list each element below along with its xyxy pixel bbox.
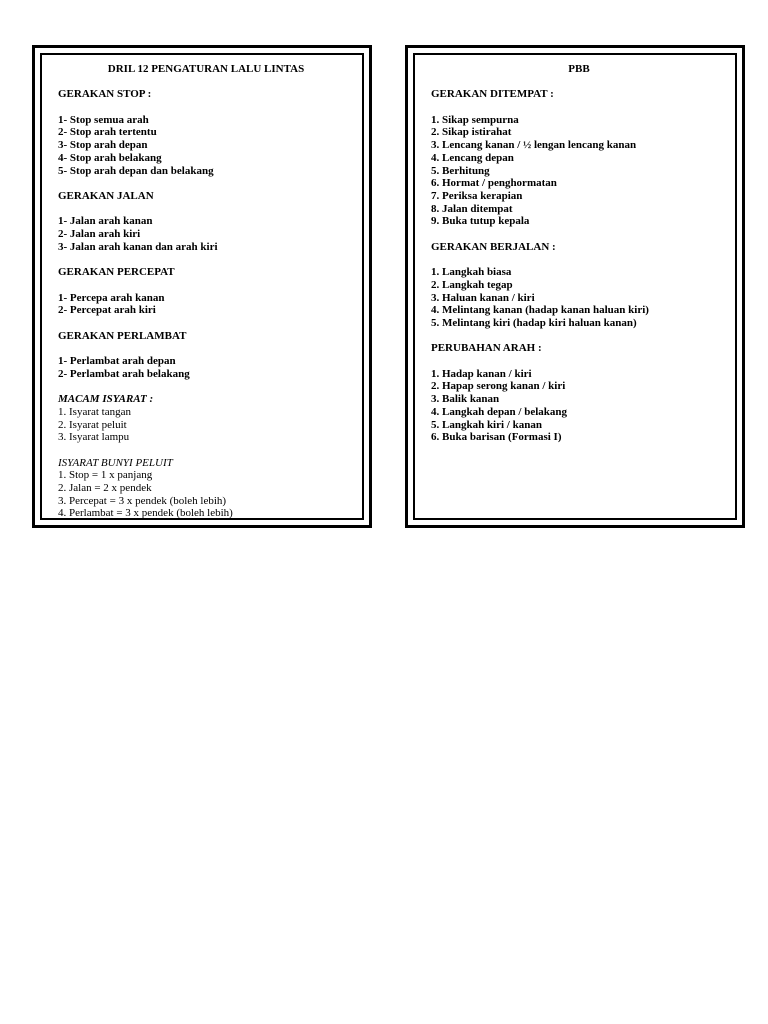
left-card-title: DRIL 12 PENGATURAN LALU LINTAS (107, 63, 305, 75)
list-item: 5- Stop arah depan dan belakang (58, 164, 214, 177)
list-item: 3. Percepat = 3 x pendek (boleh lebih) (58, 494, 227, 507)
list-item: 3. Lencang kanan / ½ lengan lencang kanan (431, 139, 637, 152)
list-item: 2. Sikap istirahat (431, 126, 512, 139)
list-item: 8. Jalan ditempat (431, 202, 513, 215)
list-item: 1. Hadap kanan / kiri (431, 367, 532, 380)
list-item: 6. Buka barisan (Formasi I) (431, 431, 562, 444)
left-card-content (58, 63, 354, 520)
list-item: 2- Stop arah tertentu (58, 126, 157, 139)
right-card-inner-border (413, 53, 737, 520)
list-item: 4. Perlambat = 3 x pendek (boleh lebih) (58, 507, 233, 520)
list-item: 1- Stop semua arah (58, 113, 149, 126)
list-item: 4- Stop arah belakang (58, 151, 162, 164)
list-item: 3. Haluan kanan / kiri (431, 291, 535, 304)
list-item: 2. Isyarat peluit (58, 418, 127, 431)
list-item: 2- Perlambat arah belakang (58, 367, 190, 380)
list-item: 1- Jalan arah kanan (58, 215, 153, 228)
list-item: 2- Jalan arah kiri (58, 228, 141, 241)
list-item: 3- Jalan arah kanan dan arah kiri (58, 240, 218, 253)
section-heading: GERAKAN PERLAMBAT (58, 329, 187, 342)
list-item: 1. Langkah biasa (431, 266, 512, 279)
section-heading: GERAKAN PERCEPAT (58, 266, 175, 279)
right-card-content (431, 63, 727, 444)
section-heading: GERAKAN BERJALAN : (431, 240, 556, 253)
list-item: 1. Isyarat tangan (58, 405, 131, 418)
list-item: 9. Buka tutup kepala (431, 215, 530, 228)
list-item: 2. Hapap serong kanan / kiri (431, 380, 566, 393)
right-card-title: PBB (568, 63, 590, 75)
list-item: 2. Jalan = 2 x pendek (58, 482, 152, 495)
list-item: 5. Langkah kiri / kanan (431, 418, 542, 431)
list-item: 1- Perlambat arah depan (58, 355, 176, 368)
list-item: 2. Langkah tegap (431, 278, 513, 291)
list-item: 7. Periksa kerapian (431, 190, 523, 202)
left-card (32, 45, 372, 528)
list-item: 2- Percepat arah kiri (58, 304, 156, 317)
section-heading: GERAKAN STOP : (58, 88, 152, 101)
left-card-inner-border (40, 53, 364, 520)
section-heading: PERUBAHAN ARAH : (431, 342, 542, 355)
isyarat-heading: MACAM ISYARAT : (58, 393, 154, 406)
list-item: 5. Berhitung (431, 164, 490, 177)
list-item: 3. Isyarat lampu (58, 431, 130, 444)
section-heading: GERAKAN JALAN (58, 189, 154, 202)
section-heading: GERAKAN DITEMPAT : (431, 88, 554, 101)
list-item: 4. Melintang kanan (hadap kanan haluan kiri) (431, 304, 649, 317)
list-item: 3- Stop arah depan (58, 139, 148, 152)
list-item: 5. Melintang kiri (hadap kiri haluan kanan) (431, 317, 637, 329)
peluit-heading: ISYARAT BUNYI PELUIT (58, 456, 173, 469)
list-item: 4. Lencang depan (431, 151, 514, 164)
list-item: 1. Sikap sempurna (431, 113, 519, 126)
list-item: 6. Hormat / penghormatan (431, 177, 557, 190)
right-card (405, 45, 745, 528)
list-item: 3. Balik kanan (431, 393, 500, 406)
list-item: 4. Langkah depan / belakang (431, 405, 568, 418)
list-item: 1. Stop = 1 x panjang (58, 469, 153, 482)
list-item: 1- Percepa arah kanan (58, 291, 165, 304)
